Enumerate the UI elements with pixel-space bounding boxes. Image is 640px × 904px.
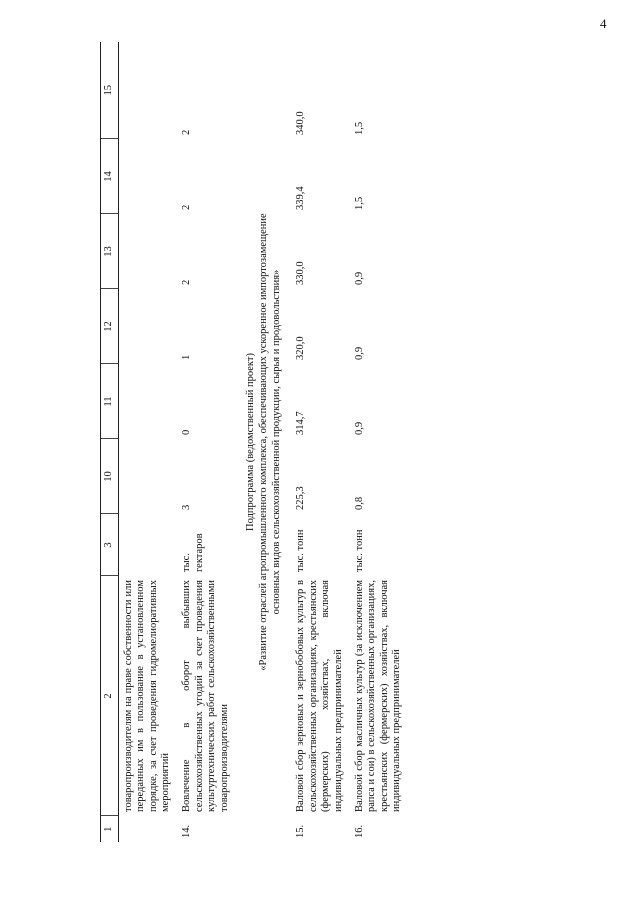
value-col-10: 0,8 [353,496,365,510]
value-col-15: 2 [180,129,192,135]
value-col-15: 340,0 [295,111,307,135]
value-col-11: 0 [180,429,192,435]
row-unit: тыс. тонн [353,529,365,572]
row-indicator-name: Вовлечение в оборот выбывших сельскохозяйственных угодий за счет проведения культуртехнических работ сельскохозяйственными товаропроизводителями [180,580,230,812]
row-indicator-name: Валовой сбор масличных культур (за исключением рапса и сои) в сельскохозяйственных организациях, крестьянских (фермерских) хозяйствах, включая индивидуальных предпринимателей [353,580,403,812]
subprogram-name-line-2: основных видов сельскохозяйственной продукции, сырья и продовольствия» [270,269,282,615]
col-header-13: 13 [101,214,119,289]
rotated-table-container [100,62,540,842]
subprogram-title: Подпрограмма (ведомственный проект) [245,353,257,531]
value-col-14: 2 [180,204,192,210]
row-unit: тыс. гектаров [180,533,205,572]
table-row-14 [177,42,235,842]
row-number: 15. [295,824,307,838]
col-header-11: 11 [101,364,119,439]
col-header-10: 10 [101,439,119,514]
page-number: 4 [600,16,607,31]
value-col-12: 1 [180,354,192,360]
row-continuation-text: товаропроизводителям на праве собственности или переданных им в пользование в установленном порядке, за счет проведения гидромелиоративных мероприятий [122,580,172,812]
col-header-15: 15 [101,42,119,139]
value-col-13: 2 [180,279,192,285]
subprogram-heading-row [235,42,291,842]
value-col-13: 0,9 [353,271,365,285]
row-number: 16. [353,824,365,838]
table-row-16 [350,42,408,842]
value-col-10: 225,3 [295,486,307,510]
row-unit: тыс. тонн [295,529,307,572]
value-col-14: 1,5 [353,196,365,210]
col-header-14: 14 [101,139,119,214]
value-col-14: 339,4 [295,186,307,210]
row-number: 14. [180,824,192,838]
row-indicator-name: Валовой сбор зерновых и зернобобовых культур в сельскохозяйственных организациях, крестьянских (фермерских) хозяйствах, включая индивидуальных предпринимателей [295,580,344,812]
table-row-continuation [118,42,177,842]
indicators-table [100,42,408,842]
value-col-12: 0,9 [353,346,365,360]
value-col-13: 330,0 [295,261,307,285]
value-col-15: 1,5 [353,121,365,135]
col-header-1: 1 [101,816,119,842]
value-col-11: 0,9 [353,421,365,435]
column-header-row [101,42,119,842]
table-row-15 [291,42,349,842]
value-col-11: 314,7 [295,411,307,435]
col-header-3: 3 [101,514,119,576]
col-header-12: 12 [101,289,119,364]
col-header-2: 2 [101,576,119,816]
value-col-12: 320,0 [295,336,307,360]
value-col-10: 3 [180,504,192,510]
subprogram-name-line-1: «Развитие отраслей агропромышленного комплекса, обеспечивающих ускоренное импортозамещение [257,213,269,671]
subprogram-heading [235,42,291,842]
